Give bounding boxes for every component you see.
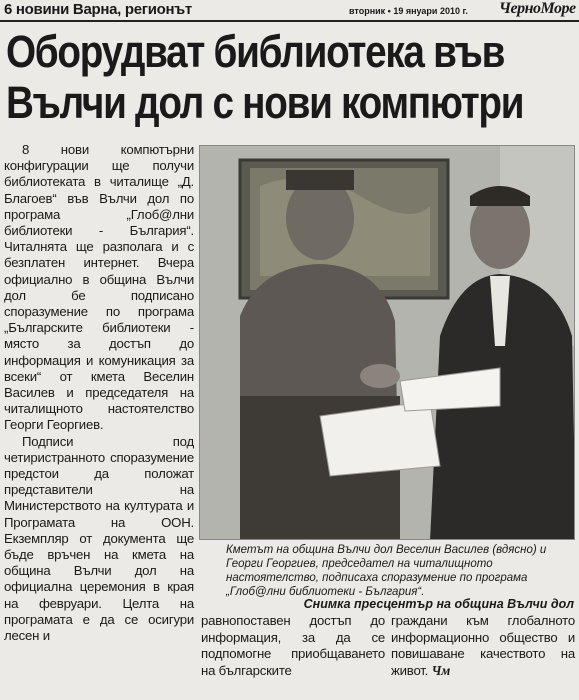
- page-header: [0, 0, 579, 22]
- photo-credit: Снимка пресцентър на община Вълчи дол: [303, 597, 574, 611]
- article-photo: [199, 145, 575, 540]
- photo-caption: Кметът на община Вълчи дол Веселин Василев (вдясно) и Георги Георгиев, председател на читалищното настоятелство, подписаха споразумение по програма „Глоб@лни библиотеки - България“.: [226, 544, 547, 598]
- author-signature: Чм: [431, 662, 451, 678]
- article-headline: [6, 26, 524, 128]
- issue-date: вторник • 19 януари 2010 г.: [349, 6, 468, 16]
- headline-line-1: Оборудват библиотека във: [6, 26, 505, 77]
- article-column-3: [391, 613, 575, 679]
- article-column-3-text: граждани към глобалното информационно общество и повишаване качеството на живот.: [391, 613, 575, 678]
- article-paragraph-1: 8 нови компютърни конфигурации ще получи библиотеката в читалище „Д. Благоев“ във Вълчи дол по програма „Глоб@лни библиотеки - България“. Читалнята ще разполага и с безплатен интернет. Вчера официално в община Вълчи дол бе подписано споразумение по програма „Българските библиотеки - място за достъп до информация и комуникация за всеки“ от кмета Веселин Василев и председателя на читалищното настоятелство Георги Георгиев.: [4, 142, 194, 433]
- headline-line-2: Вълчи дол с нови компютри: [6, 77, 524, 128]
- article-column-2: равнопоставен достъп до информация, за да се подпомогне приобщаването на българските: [201, 613, 385, 678]
- photo-illustration: [200, 146, 575, 540]
- article-column-1: [4, 142, 194, 644]
- section-label: 6 новини Варна, регионът: [4, 1, 192, 18]
- article-paragraph-2: Подписи под четиристранното споразумение предстои да положат представители на Министерството на културата и Програмата на ООН. Екземпляр от документа ще бъде връчен на кмета на община Вълчи дол на официална церемония в края на февруари. Целта на програмата е да се осигури лесен и: [4, 433, 194, 644]
- newspaper-logo: ЧерноМоре: [499, 0, 576, 17]
